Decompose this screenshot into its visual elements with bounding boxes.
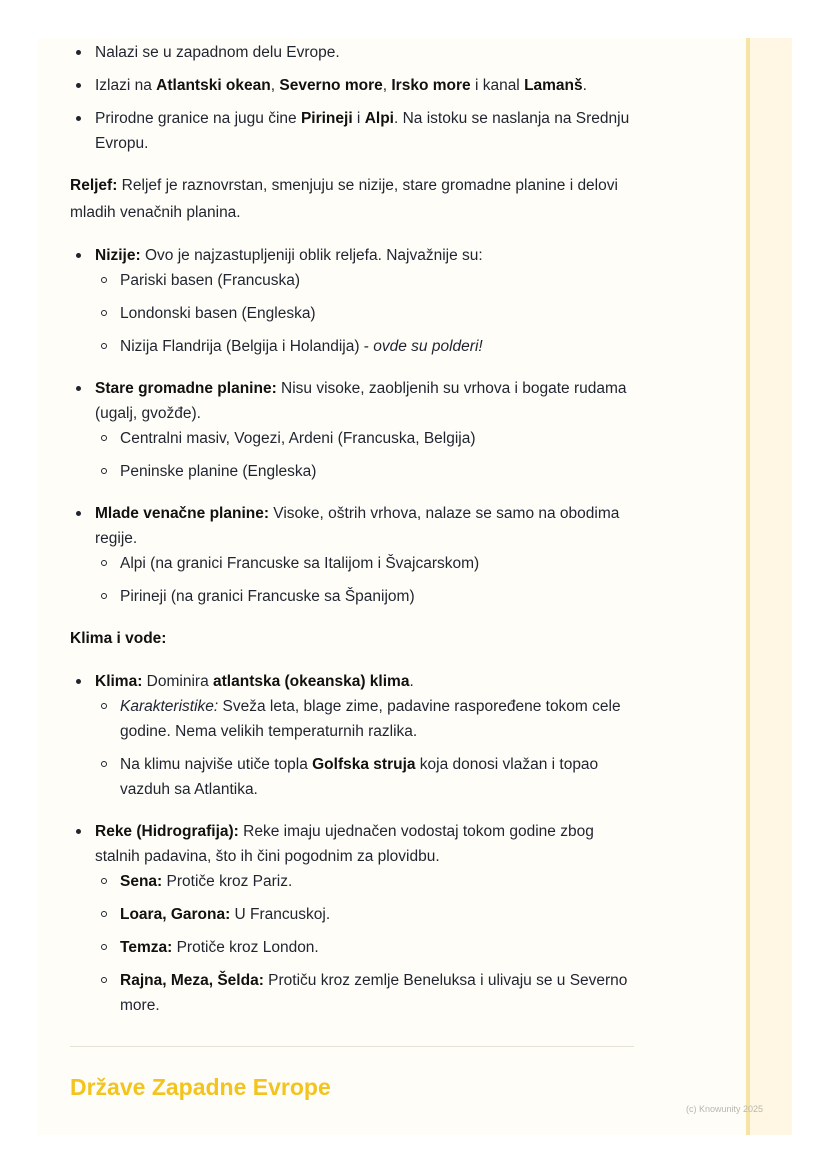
sub-list-item: Centralni masiv, Vogezi, Ardeni (Francuska, Belgija) [95,426,636,451]
list-item: Nalazi se u zapadnom delu Evrope. [70,40,636,65]
relief-list [70,243,636,609]
list-item: Klima: Dominira atlantska (okeanska) klima. Karakteristike: Sveža leta, blage zime, padavine raspoređene tokom cele godine. Nema velikih temperaturnih razlika. Na klimu najviše utiče topla Golfska struja koja donosi vlažan i topao vazduh sa Atlantika. [70,669,636,802]
geography-list [70,40,636,156]
list-item: Prirodne granice na jugu čine Pirineji i Alpi. Na istoku se naslanja na Srednju Evropu. [70,106,636,156]
section-divider [70,1046,634,1047]
sub-list-item: Londonski basen (Engleska) [95,301,636,326]
sub-list-item: Na klimu najviše utiče topla Golfska struja koja donosi vlažan i topao vazduh sa Atlantika. [95,752,636,802]
list-item: Stare gromadne planine: Nisu visoke, zaobljenih su vrhova i bogate rudama (ugalj, gvožđe). Centralni masiv, Vogezi, Ardeni (Francuska, Belgija) Peninske planine (Engleska) [70,376,636,484]
sub-list [95,551,636,609]
list-item: Reke (Hidrografija): Reke imaju ujednačen vodostaj tokom godine zbog stalnih padavina, što ih čini pogodnim za plovidbu. Sena: Protiče kroz Pariz. Loara, Garona: U Francuskoj. Temza: Protiče kroz London. Rajna, Meza, Šelda: Protiču kroz zemlje Beneluksa i ulivaju se u Severno more. [70,819,636,1018]
sub-list [95,268,636,359]
climate-list [70,669,636,1018]
page-side-band [748,38,792,1135]
climate-heading: Klima i vode: [70,630,167,647]
sub-list-item: Rajna, Meza, Šelda: Protiču kroz zemlje Beneluksa i ulivaju se u Severno more. [95,968,636,1018]
sub-list [95,869,636,1018]
list-item: Nizije: Ovo je najzastupljeniji oblik reljefa. Najvažnije su: Pariski basen (Francuska) Londonski basen (Engleska) Nizija Flandrija (Belgija i Holandija) - ovde su polderi! [70,243,636,359]
sub-list-item: Alpi (na granici Francuske sa Italijom i Švajcarskom) [95,551,636,576]
sub-list-item: Karakteristike: Sveža leta, blage zime, padavine raspoređene tokom cele godine. Nema velikih temperaturnih razlika. [95,694,636,744]
sub-list-item: Pirineji (na granici Francuske sa Španijom) [95,584,636,609]
list-item: Izlazi na Atlantski okean, Severno more, Irsko more i kanal Lamanš. [70,73,636,98]
sub-list-item: Temza: Protiče kroz London. [95,935,636,960]
sub-list-item: Peninske planine (Engleska) [95,459,636,484]
sub-list [95,426,636,484]
sub-list-item: Sena: Protiče kroz Pariz. [95,869,636,894]
document-content [70,38,636,1018]
sub-list [95,694,636,802]
list-item: Mlade venačne planine: Visoke, oštrih vrhova, nalaze se samo na obodima regije. Alpi (na granici Francuske sa Italijom i Švajcarskom) Pirineji (na granici Francuske sa Španijom) [70,501,636,609]
sub-list-item: Loara, Garona: U Francuskoj. [95,902,636,927]
copyright-notice: (c) Knowunity 2025 [686,1104,764,1114]
page-side-border [746,38,750,1135]
sub-list-item: Nizija Flandrija (Belgija i Holandija) - ovde su polderi! [95,334,636,359]
section-title: Države Zapadne Evrope [70,1074,331,1100]
relief-paragraph: Reljef: Reljef je raznovrstan, smenjuju se nizije, stare gromadne planine i delovi mladih venačnih planina. [70,177,618,221]
sub-list-item: Pariski basen (Francuska) [95,268,636,293]
